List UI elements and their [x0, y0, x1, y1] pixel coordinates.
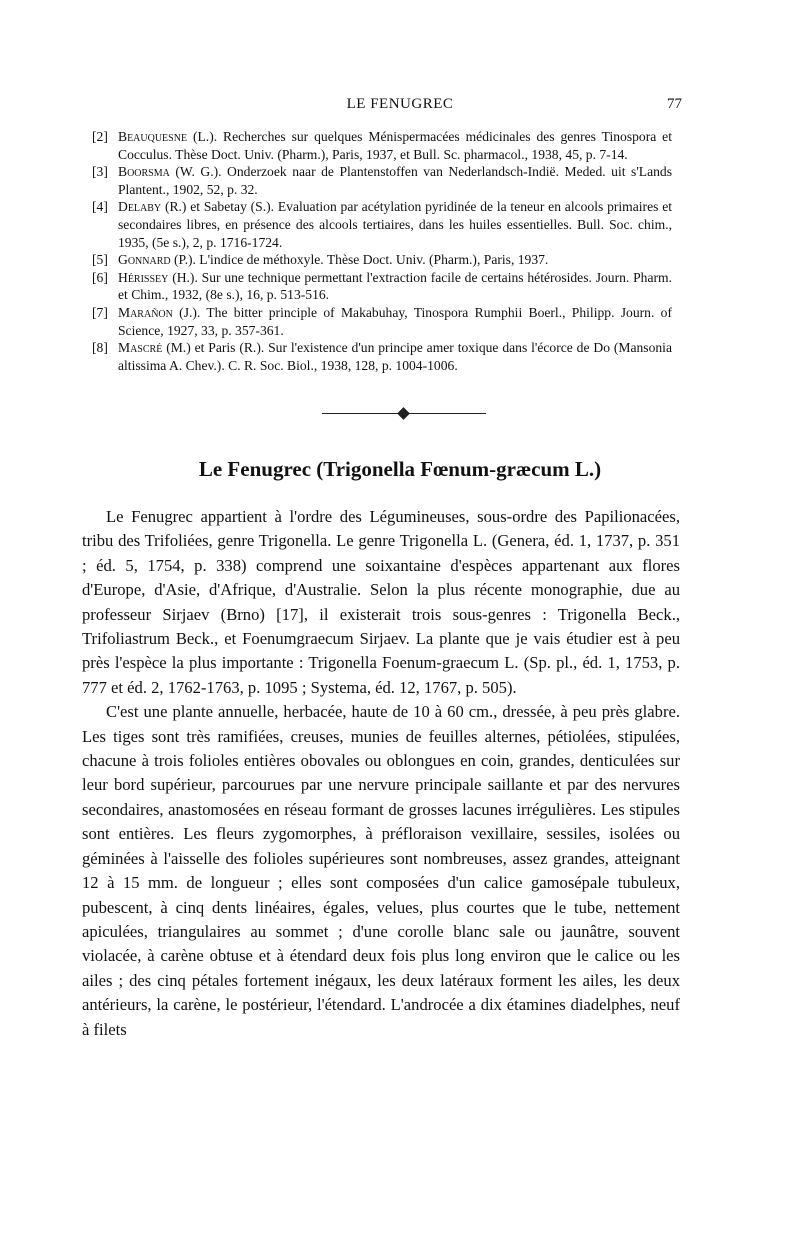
reference-list	[92, 128, 672, 374]
reference-item	[92, 198, 672, 251]
body-text	[82, 505, 680, 1042]
reference-author: Boorsma	[118, 164, 170, 180]
reference-item	[92, 251, 672, 269]
reference-number: [2]	[92, 129, 108, 144]
reference-text	[118, 128, 672, 163]
reference-text	[118, 251, 672, 269]
diamond-icon	[397, 407, 410, 420]
paragraph: C'est une plante annuelle, herbacée, haute de 10 à 60 cm., dressée, à peu près glabre. Les tiges sont très ramifiées, creuses, munies de feuilles alternes, pétiolées, stipulées, chacune à trois folioles entières obovales ou oblongues en coin, grandes, denticulées sur leur bord supérieur, parcourues par une nervure principale saillante et par des nervures secondaires, anastomosées en réseau formant de grosses lacunes irrégulières. Les stipules sont entières. Les fleurs zygomorphes, à préfloraison vexillaire, sessiles, isolées ou géminées à l'aisselle des folioles supérieures sont nombreuses, assez grandes, atteignant 12 à 15 mm. de longueur ; elles sont composées d'un calice gamosépale tubuleux, pubescent, à cinq dents linéaires, égales, velues, plus courtes que le tube, nettement apiculées, triangulaires au sommet ; d'une corolle blanc sale ou jaunâtre, souvent violacée, à carène obtuse et à étendard deux fois plus long environ que le calice ou les ailes ; des cinq pétales fortement inégaux, les deux latéraux forment les ailes, les deux antérieurs, la carène, le postérieur, l'étendard. L'androcée a dix étamines diadelphes, neuf à filets	[82, 702, 680, 1039]
section-title: Le Fenugrec (Trigonella Fœnum-græcum L.)	[198, 457, 602, 481]
reference-number: [4]	[92, 199, 108, 215]
reference-body: (H.). Sur une technique permettant l'extraction facile de certains hétérosides. Journ. Pharm. et Chim., 1932, (8e s.), 16, p. 513-516.	[118, 269, 672, 303]
reference-author: Beauquesne	[118, 129, 188, 144]
reference-item	[92, 304, 672, 339]
paragraph: Le Fenugrec appartient à l'ordre des Légumineuses, sous-ordre des Papilionacées, tribu des Trifoliées, genre Trigonella. Le genre Trigonella L. (Genera, éd. 1, 1737, p. 351 ; éd. 5, 1754, p. 338) comprend une soixantaine d'espèces appartenant aux flores d'Europe, d'Asie, d'Afrique, d'Australie. Selon la plus récente monographie, due au professeur Sirjaev (Brno) [17], il existerait trois sous-genres : Trigonella Beck., Trifoliastrum Beck., et Foenumgraecum Sirjaev. La plante que je vais étudier est à peu près l'espèce la plus importante : Trigonella Foenum-graecum L. (Sp. pl., éd. 1, 1753, p. 777 et éd. 2, 1762-1763, p. 1095 ; Systema, éd. 12, 1767, p. 505).	[82, 507, 680, 697]
reference-number: [6]	[92, 269, 108, 285]
reference-body: (P.). L'indice de méthoxyle. Thèse Doct. Univ. (Pharm.), Paris, 1937.	[170, 252, 549, 268]
reference-body: (W. G.). Onderzoek naar de Plantenstoffen van Nederlandsch-Indië. Meded. uit s'Lands Plantent., 1902, 52, p. 32.	[118, 164, 672, 197]
reference-author: Hérissey	[118, 269, 169, 285]
running-head	[0, 92, 800, 118]
reference-author: Gonnard	[118, 252, 171, 268]
running-title: LE FENUGREC	[346, 96, 454, 112]
reference-body: (L.). Recherches sur quelques Ménispermacées médicinales des genres Tinospora et Cocculus. Thèse Doct. Univ. (Pharm.), Paris, 1937, et Bull. Sc. pharmacol., 1938, 45, p. 7-14.	[118, 129, 672, 162]
reference-item	[92, 128, 672, 163]
reference-text	[118, 339, 672, 374]
reference-number: [8]	[92, 340, 108, 356]
reference-author: Marañon	[118, 304, 173, 320]
reference-item	[92, 163, 672, 198]
reference-author: Delaby	[118, 199, 162, 215]
page-number: 77	[667, 96, 682, 112]
reference-body: (J.). The bitter principle of Makabuhay, Tinospora Rumphii Boerl., Philipp. Journ. of Science, 1927, 33, p. 357-361.	[118, 304, 672, 338]
reference-body: (R.) et Sabetay (S.). Evaluation par acétylation pyridinée de la teneur en alcools primaires et secondaires libres, en présence des alcools tertiaires, dans les huiles essentielles. Bull. Soc. chim., 1935, (5e s.), 2, p. 1716-1724.	[118, 199, 672, 250]
reference-text	[118, 198, 672, 251]
reference-number: [3]	[92, 164, 108, 180]
section-divider	[322, 409, 486, 419]
reference-number: [5]	[92, 252, 108, 268]
reference-number: [7]	[92, 304, 108, 320]
reference-item	[92, 269, 672, 304]
reference-text	[118, 269, 672, 304]
reference-item	[92, 339, 672, 374]
reference-author: Mascré	[118, 340, 163, 356]
reference-text	[118, 163, 672, 198]
reference-text	[118, 304, 672, 339]
reference-body: (M.) et Paris (R.). Sur l'existence d'un principe amer toxique dans l'écorce de Do (Mansonia altissima A. Chev.). C. R. Soc. Biol., 1938, 128, p. 1004-1006.	[118, 340, 672, 373]
